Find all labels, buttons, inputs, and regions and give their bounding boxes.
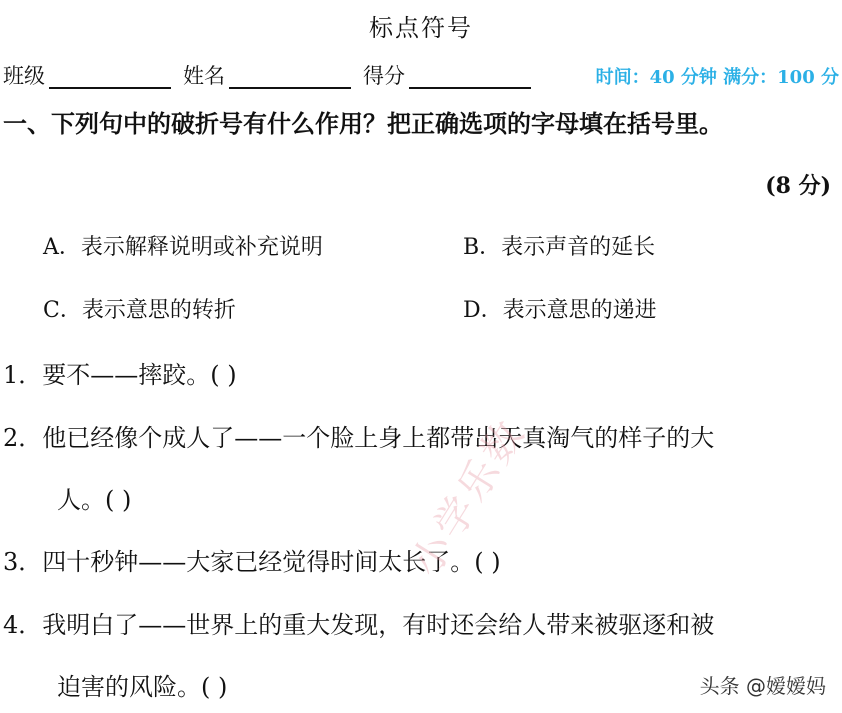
question-4: 4．我明白了——世界上的重大发现，有时还会给人带来被驱逐和被	[3, 611, 715, 639]
name-blank	[229, 87, 351, 89]
time-and-full-score: 时间：40 分钟 满分：100 分	[595, 67, 839, 88]
question-2: 2．他已经像个成人了——一个脸上身上都带出天真淘气的样子的大	[3, 424, 715, 452]
name-label: 姓名	[183, 64, 225, 88]
question-1: 1．要不——摔跤。( )	[3, 361, 237, 389]
source-credit: 头条 @嫒嫒妈	[699, 674, 826, 698]
class-label: 班级	[3, 64, 45, 88]
question-3: 3．四十秒钟——大家已经觉得时间太长了。( )	[3, 548, 501, 576]
class-blank	[49, 87, 171, 89]
option-b: B．表示声音的延长	[463, 235, 656, 260]
student-info-row	[3, 58, 839, 90]
section-heading: 一、下列句中的破折号有什么作用？把正确选项的字母填在括号里。	[3, 109, 723, 138]
question-4-continued: 迫害的风险。( )	[57, 673, 228, 701]
option-d: D．表示意思的递进	[463, 298, 657, 323]
option-a: A．表示解释说明或补充说明	[43, 235, 323, 260]
score-blank	[409, 87, 531, 89]
score-label: 得分	[363, 64, 405, 88]
page-title: 标点符号	[369, 14, 473, 42]
section-score: (8 分)	[765, 173, 831, 199]
question-2-continued: 人。( )	[57, 486, 132, 514]
watermark: 小学乐数	[402, 410, 535, 585]
option-c: C．表示意思的转折	[43, 298, 236, 323]
